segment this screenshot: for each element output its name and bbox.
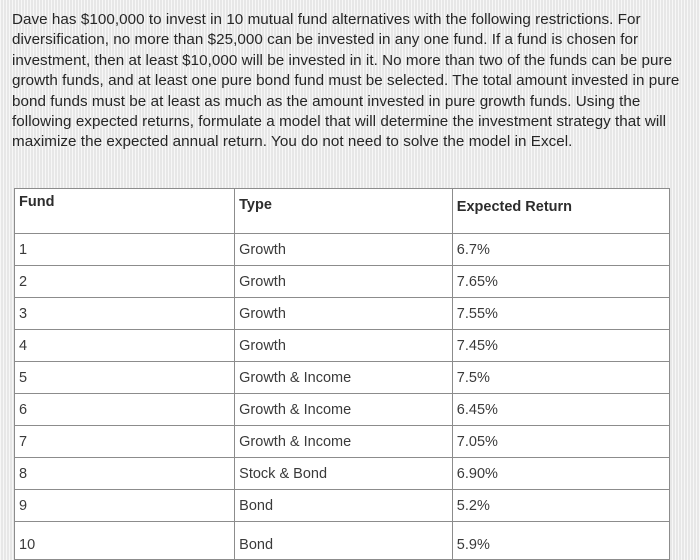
table-row bbox=[15, 330, 670, 362]
table-row bbox=[15, 362, 670, 394]
cell-type: Growth & Income bbox=[235, 394, 453, 426]
cell-fund: 7 bbox=[15, 426, 235, 458]
cell-type: Stock & Bond bbox=[235, 458, 453, 490]
table-row bbox=[15, 298, 670, 330]
table-row bbox=[15, 458, 670, 490]
cell-type: Bond bbox=[235, 490, 453, 522]
table-row bbox=[15, 522, 670, 560]
table-header-row bbox=[15, 189, 670, 234]
table-row bbox=[15, 490, 670, 522]
table-row bbox=[15, 234, 670, 266]
table-row bbox=[15, 426, 670, 458]
cell-type: Growth bbox=[235, 330, 453, 362]
cell-fund: 10 bbox=[15, 522, 235, 560]
cell-fund: 8 bbox=[15, 458, 235, 490]
cell-expected-return: 5.2% bbox=[452, 490, 669, 522]
cell-fund: 6 bbox=[15, 394, 235, 426]
cell-type: Growth bbox=[235, 266, 453, 298]
cell-type: Growth bbox=[235, 298, 453, 330]
fund-table bbox=[14, 188, 670, 560]
cell-expected-return: 6.7% bbox=[452, 234, 669, 266]
cell-expected-return: 7.55% bbox=[452, 298, 669, 330]
cell-expected-return: 6.90% bbox=[452, 458, 669, 490]
header-expected-return: Expected Return bbox=[452, 189, 669, 234]
cell-fund: 3 bbox=[15, 298, 235, 330]
problem-text: Dave has $100,000 to invest in 10 mutual fund alternatives with the following restrictions. For diversification, no more than $25,000 can be invested in any one fund. If a fund is chosen for investment, then at least $10,000 will be invested in it. No more than two of the funds can be pure growth funds, and at least one pure bond fund must be selected. The total amount invested in pure bond funds must be at least as much as the amount invested in pure growth funds. Using the following expected returns, formulate a model that will determine the investment strategy that will maximize the expected annual return. You do not need to solve the model in Excel. bbox=[12, 11, 680, 151]
cell-fund: 9 bbox=[15, 490, 235, 522]
cell-type: Growth & Income bbox=[235, 362, 453, 394]
cell-expected-return: 7.65% bbox=[452, 266, 669, 298]
cell-type: Growth & Income bbox=[235, 426, 453, 458]
header-fund: Fund bbox=[15, 189, 235, 234]
cell-expected-return: 5.9% bbox=[452, 522, 669, 560]
cell-expected-return: 6.45% bbox=[452, 394, 669, 426]
cell-type: Bond bbox=[235, 522, 453, 560]
cell-expected-return: 7.45% bbox=[452, 330, 669, 362]
cell-fund: 1 bbox=[15, 234, 235, 266]
cell-fund: 5 bbox=[15, 362, 235, 394]
header-type: Type bbox=[235, 189, 453, 234]
table-row bbox=[15, 266, 670, 298]
cell-expected-return: 7.05% bbox=[452, 426, 669, 458]
cell-type: Growth bbox=[235, 234, 453, 266]
cell-fund: 2 bbox=[15, 266, 235, 298]
cell-fund: 4 bbox=[15, 330, 235, 362]
cell-expected-return: 7.5% bbox=[452, 362, 669, 394]
table-row bbox=[15, 394, 670, 426]
problem-statement bbox=[12, 10, 694, 153]
